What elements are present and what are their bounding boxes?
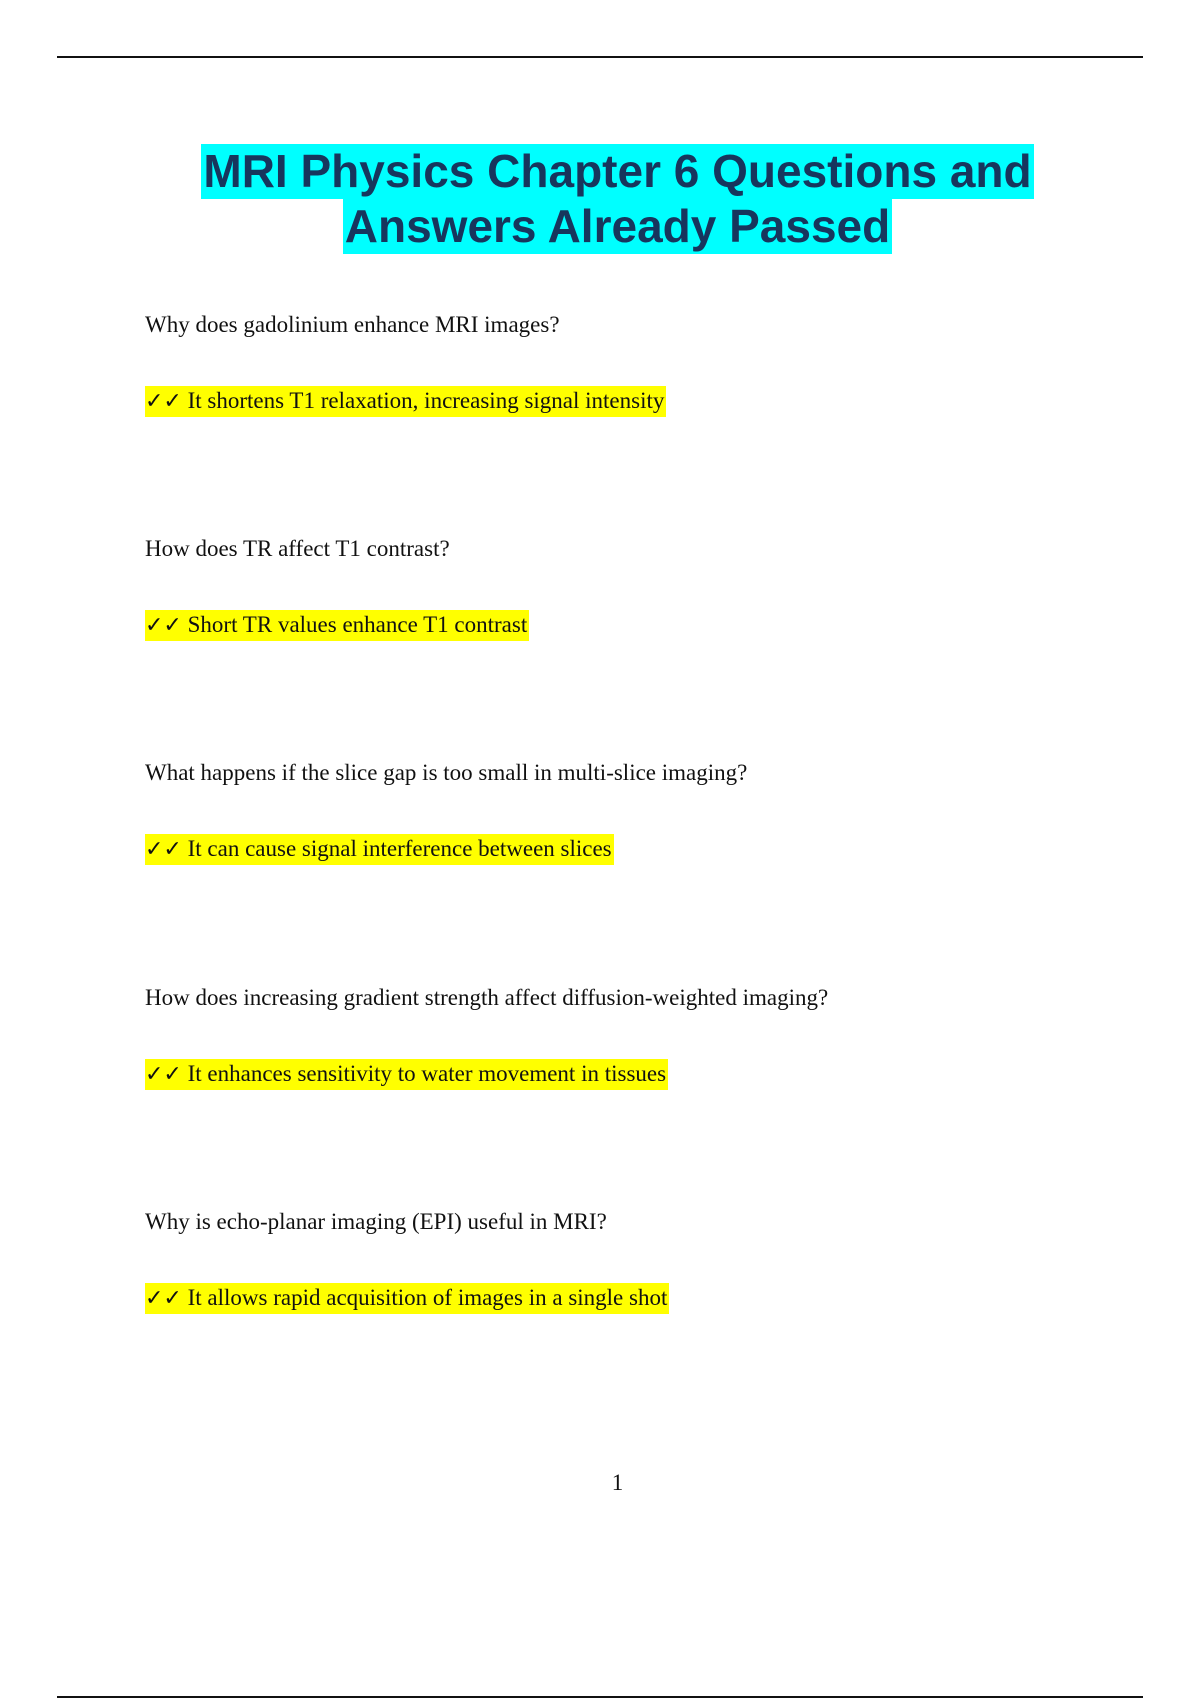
page-number: 1 (611, 1470, 624, 1495)
title-line-1: MRI Physics Chapter 6 Questions and (203, 145, 1032, 197)
title-line-2: Answers Already Passed (344, 200, 891, 252)
answer-text (145, 834, 614, 865)
double-check-icon: ✓✓ (145, 1286, 182, 1311)
answer-label: Short TR values enhance T1 contrast (187, 612, 528, 637)
question-text: What happens if the slice gap is too small in multi-slice imaging? (145, 760, 748, 785)
answer-label: It shortens T1 relaxation, increasing signal intensity (187, 388, 665, 413)
double-check-icon: ✓✓ (145, 1062, 182, 1087)
answer-label: It enhances sensitivity to water movement in tissues (187, 1061, 667, 1086)
top-rule (57, 56, 1143, 58)
answer-text (145, 1059, 668, 1090)
answer-text (145, 610, 529, 641)
double-check-icon: ✓✓ (145, 837, 182, 862)
answer-label: It allows rapid acquisition of images in a single shot (187, 1285, 668, 1310)
answer-text (145, 1283, 669, 1314)
double-check-icon: ✓✓ (145, 613, 182, 638)
answer-label: It can cause signal interference between slices (187, 836, 612, 861)
answer-text (145, 386, 666, 417)
question-text: Why does gadolinium enhance MRI images? (145, 312, 560, 337)
double-check-icon: ✓✓ (145, 389, 182, 414)
bottom-rule (57, 1696, 1143, 1698)
question-text: How does increasing gradient strength affect diffusion-weighted imaging? (145, 985, 829, 1010)
document-title (0, 144, 1200, 254)
question-text: Why is echo-planar imaging (EPI) useful in MRI? (145, 1209, 607, 1234)
question-text: How does TR affect T1 contrast? (145, 536, 450, 561)
